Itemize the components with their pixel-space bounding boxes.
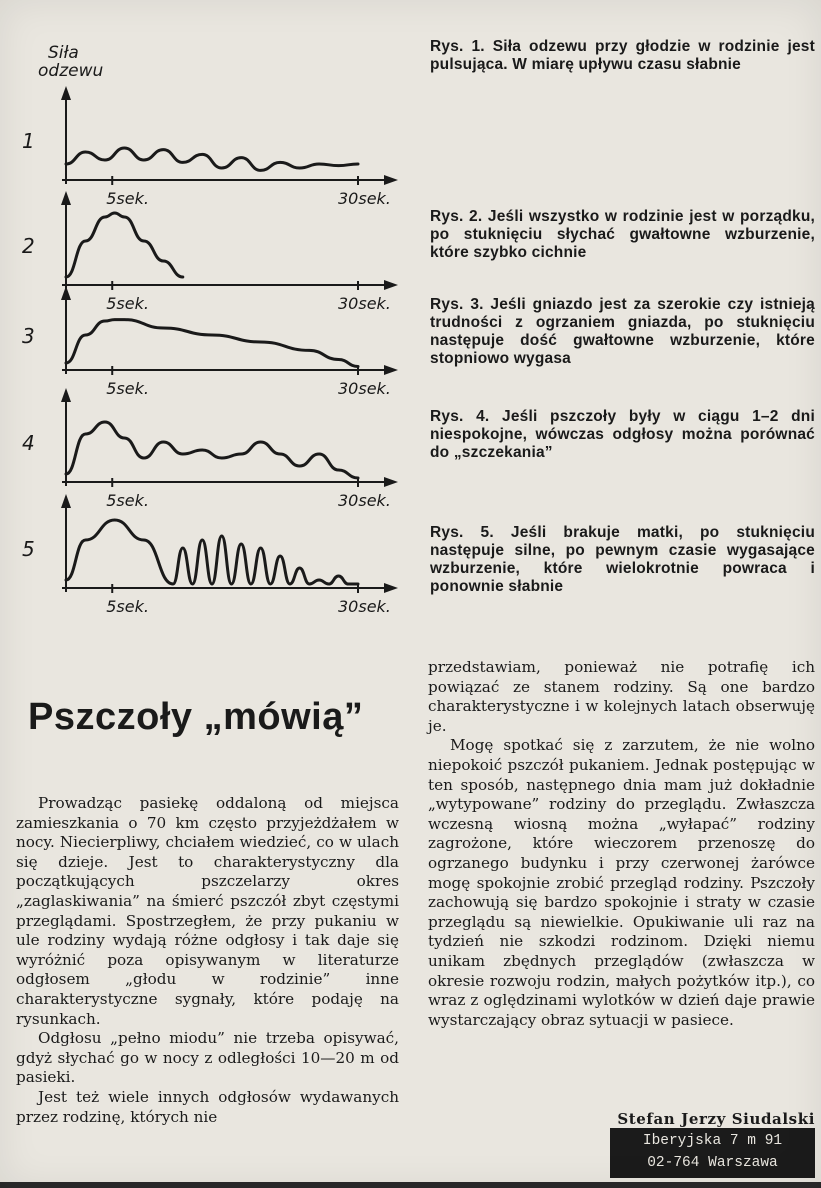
paragraph-5: Mogę spotkać się z zarzutem, że nie wolno niepokoić pszczół pukaniem. Jednak postępując w ten sposób, następnego dnia mam już dokładnie „wytypowane” rodziny do przeglądu. Zwłaszcza wczesną wiosną można „wyłapać” rodziny zagrożone, które wieczorem przenoszę do ogrzanego budynku i przy czerwonej żarówce mogę spokojnie zrobić przegląd rodziny. Pszczoły zachowują się bardzo spokojnie i straty w czasie przeglądu są niewielkie. Opukiwanie uli raz na tydzień nie szkodzi rodzinom. Dzięki niemu unikam zbędnych przeglądów (zwłaszcza w okresie rozwoju rodzin, małych pożytków itp.), co wraz z oględzinami wylotków w dzień daje prawie wystarczający obraz sytuacji w pasiece.: [428, 736, 815, 1029]
caption-rys-1: Rys. 1. Siła odzewu przy głodzie w rodzinie jest pulsująca. W miarę upływu czasu słabnie: [430, 38, 815, 73]
y-axis-arrow: [61, 191, 71, 205]
chart-panel-1: [22, 86, 398, 208]
tick-label-5sek: 5sek.: [106, 597, 149, 616]
y-axis-arrow: [61, 286, 71, 300]
tick-label-30sek: 30sek.: [338, 379, 391, 398]
tick-label-5sek: 5sek.: [106, 189, 149, 208]
paragraph-2: Odgłosu „pełno miodu” nie trzeba opisywać, gdyż słychać go w nocy z odległości 10—20 m od pasieki.: [16, 1029, 399, 1087]
address-stamp: [610, 1128, 815, 1178]
tick-label-30sek: 30sek.: [338, 597, 391, 616]
caption-rys-4: Rys. 4. Jeśli pszczoły były w ciągu 1–2 dni niespokojne, wówczas odgłosy można porównać do „szczekania”: [430, 408, 815, 461]
x-axis-arrow: [384, 365, 398, 375]
panel-number: 3: [22, 324, 35, 348]
panel-number: 5: [22, 537, 35, 561]
caption-rys-3: Rys. 3. Jeśli gniazdo jest za szerokie czy istnieją trudności z ogrzaniem gniazda, po stuknięciu następuje dość gwałtowne wzburzenie, które stopniowo wygasa: [430, 296, 815, 367]
y-axis-arrow: [61, 494, 71, 508]
paragraph-3: Jest też wiele innych odgłosów wydawanych przez rodzinę, których nie: [16, 1087, 399, 1126]
tick-label-5sek: 5sek.: [106, 491, 149, 510]
response-curve: [66, 213, 183, 277]
y-axis-label-line1: Siła: [48, 43, 79, 63]
response-curve: [66, 320, 358, 367]
address-line-2: 02-764 Warszawa: [647, 1155, 778, 1171]
article-left-column: [16, 794, 399, 1127]
x-axis-arrow: [384, 175, 398, 185]
chart-panel-5: [22, 494, 398, 616]
article-right-column: [428, 658, 815, 1030]
sound-response-charts: [0, 0, 430, 640]
tick-label-30sek: 30sek.: [338, 491, 391, 510]
response-curve: [66, 422, 358, 478]
response-curve: [66, 520, 358, 584]
paragraph-4: przedstawiam, ponieważ nie potrafię ich powiązać ze stanem rodziny. Są one bardzo charakterystyczne i w kolejnych latach obserwuję je.: [428, 658, 815, 735]
caption-rys-2: Rys. 2. Jeśli wszystko w rodzinie jest w porządku, po stuknięciu słychać gwałtowne wzburzenie, które szybko cichnie: [430, 208, 815, 261]
x-axis-arrow: [384, 280, 398, 290]
bottom-rule: [0, 1182, 821, 1188]
y-axis-arrow: [61, 388, 71, 402]
chart-panel-2: [22, 191, 398, 313]
chart-panel-4: [22, 388, 398, 510]
tick-label-5sek: 5sek.: [106, 379, 149, 398]
y-axis-label-line2: odzewu: [38, 61, 104, 81]
y-axis-arrow: [61, 86, 71, 100]
tick-label-5sek: 5sek.: [106, 294, 149, 313]
tick-label-30sek: 30sek.: [338, 189, 391, 208]
x-axis-arrow: [384, 477, 398, 487]
author-name: Stefan Jerzy Siudalski: [617, 1110, 815, 1128]
response-curve: [66, 148, 358, 170]
address-line-1: Iberyjska 7 m 91: [642, 1133, 783, 1149]
panel-number: 1: [22, 129, 35, 153]
tick-label-30sek: 30sek.: [338, 294, 391, 313]
paragraph-1: Prowadząc pasiekę oddaloną od miejsca zamieszkania o 70 km często przyjeżdżałem w nocy. Niecierpliwy, chciałem wiedzieć, co w ulach się dzieje. Jest to charakterystyczny dla początkujących pszczelarzy okres „zaglaskiwania” na śmierć pszczół zbyt częstymi przeglądami. Spostrzegłem, że przy pukaniu w ule rodziny wydają różne odgłosy i tak daje się wyróżnić poza opisywanym w literaturze odgłosem „głodu w rodzinie” inne charakterystyczne sygnały, które podaję na rysunkach.: [16, 794, 399, 1028]
caption-rys-5: Rys. 5. Jeśli brakuje matki, po stuknięciu następuje silne, po pewnym czasie wygasające wzburzenie, które wielokrotnie powraca i ponownie słabnie: [430, 524, 815, 595]
panel-number: 2: [22, 234, 35, 258]
x-axis-arrow: [384, 583, 398, 593]
article-title: Pszczoły „mówią”: [28, 696, 364, 738]
panel-number: 4: [22, 431, 35, 455]
